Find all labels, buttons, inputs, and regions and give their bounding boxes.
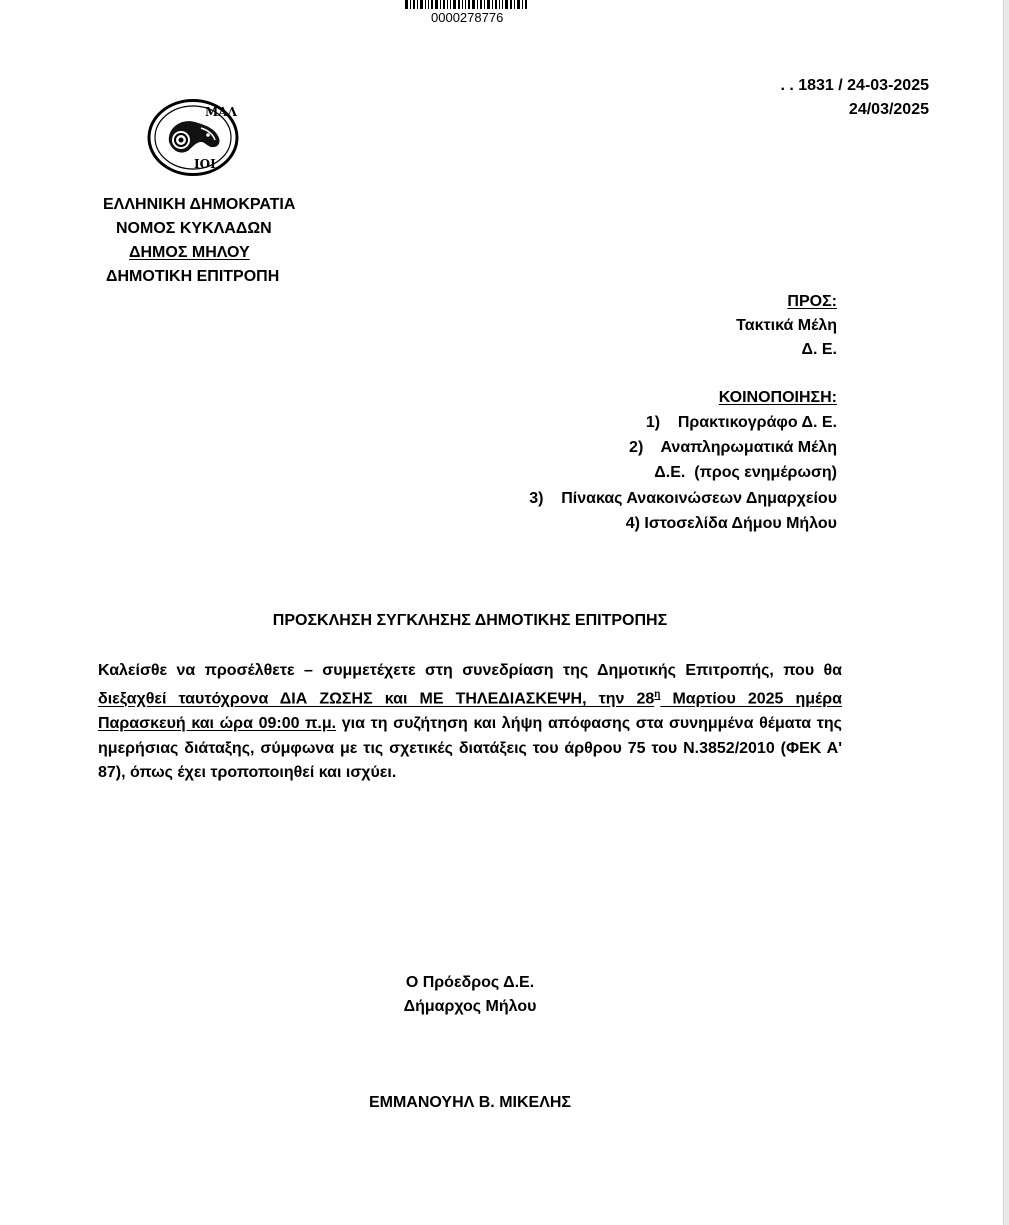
- ram-head-coin-seal-icon: [147, 98, 239, 177]
- recipients-label: ΠΡΟΣ:: [787, 293, 837, 310]
- header-municipality: ΔΗΜΟΣ ΜΗΛΟΥ: [129, 244, 250, 261]
- body-intro: Καλείσθε να προσέλθετε – συμμετέχετε στη συνεδρίαση της Δημοτικής Επιτροπής, που θα: [98, 662, 842, 679]
- body-meeting-datetime: Μαρτίου 2025 ημέρα Παρασκευή και ώρα 09:00 π.μ.: [98, 690, 843, 733]
- document-title: ΠΡΟΣΚΛΗΣΗ ΣΥΓΚΛΗΣΗΣ ΔΗΜΟΤΙΚΗΣ ΕΠΙΤΡΟΠΗΣ: [272, 612, 668, 629]
- notification-item-2: 2) Αναπληρωματικά Μέλη: [629, 439, 837, 456]
- page-edge-shadow: [1003, 0, 1009, 1225]
- header-prefecture: ΝΟΜΟΣ ΚΥΚΛΑΔΩΝ: [116, 220, 272, 237]
- notification-item-3: 3) Πίνακας Ανακοινώσεων Δημαρχείου: [529, 490, 837, 507]
- seal-top-letters: ΜΑΛ: [205, 105, 237, 119]
- signature-role: Δήμαρχος Μήλου: [403, 998, 537, 1015]
- notification-label: ΚΟΙΝΟΠΟΙΗΣΗ:: [718, 389, 837, 406]
- header-republic: ΕΛΛΗΝΙΚΗ ΔΗΜΟΚΡΑΤΙΑ: [103, 196, 296, 213]
- invitation-body: [98, 659, 842, 785]
- seal-bottom-letters: ΙΟΙ: [194, 157, 216, 171]
- header-committee: ΔΗΜΟΤΙΚΗ ΕΠΙΤΡΟΠΗ: [106, 268, 280, 285]
- notification-item-2-continued: Δ.Ε. (προς ενημέρωση): [654, 464, 837, 481]
- body-ordinal-suffix: η: [654, 689, 661, 701]
- recipients-line1: Τακτικά Μέλη: [736, 317, 837, 334]
- barcode: [405, 0, 536, 9]
- notification-item-1: 1) Πρακτικογράφο Δ. Ε.: [645, 414, 837, 431]
- document-date: 24/03/2025: [848, 101, 929, 118]
- barcode-number: 0000278776: [431, 10, 504, 25]
- protocol-number: . . 1831 / 24-03-2025: [780, 77, 929, 94]
- body-meeting-mode: διεξαχθεί ταυτόχρονα ΔΙΑ ΖΩΣΗΣ και ΜΕ ΤΗΛΕΔΙΑΣΚΕΨΗ, την 28: [98, 690, 655, 708]
- notification-item-4: 4) Ιστοσελίδα Δήμου Μήλου: [625, 515, 837, 532]
- recipients-line2: Δ. Ε.: [801, 341, 837, 358]
- signatory-name: ΕΜΜΑΝΟΥΗΛ Β. ΜΙΚΕΛΗΣ: [368, 1094, 572, 1111]
- signature-title: Ο Πρόεδρος Δ.Ε.: [405, 974, 535, 991]
- body-agenda-text: για τη συζήτηση και λήψη απόφασης στα συνημμένα θέματα της ημερήσιας διάταξης, σύμφωνα με τις σχετικές διατάξεις του άρθρου 75 του Ν.3852/2010 (ΦΕΚ Α' 87), όπως έχει τροποποιηθεί και ισχύει.: [98, 715, 842, 781]
